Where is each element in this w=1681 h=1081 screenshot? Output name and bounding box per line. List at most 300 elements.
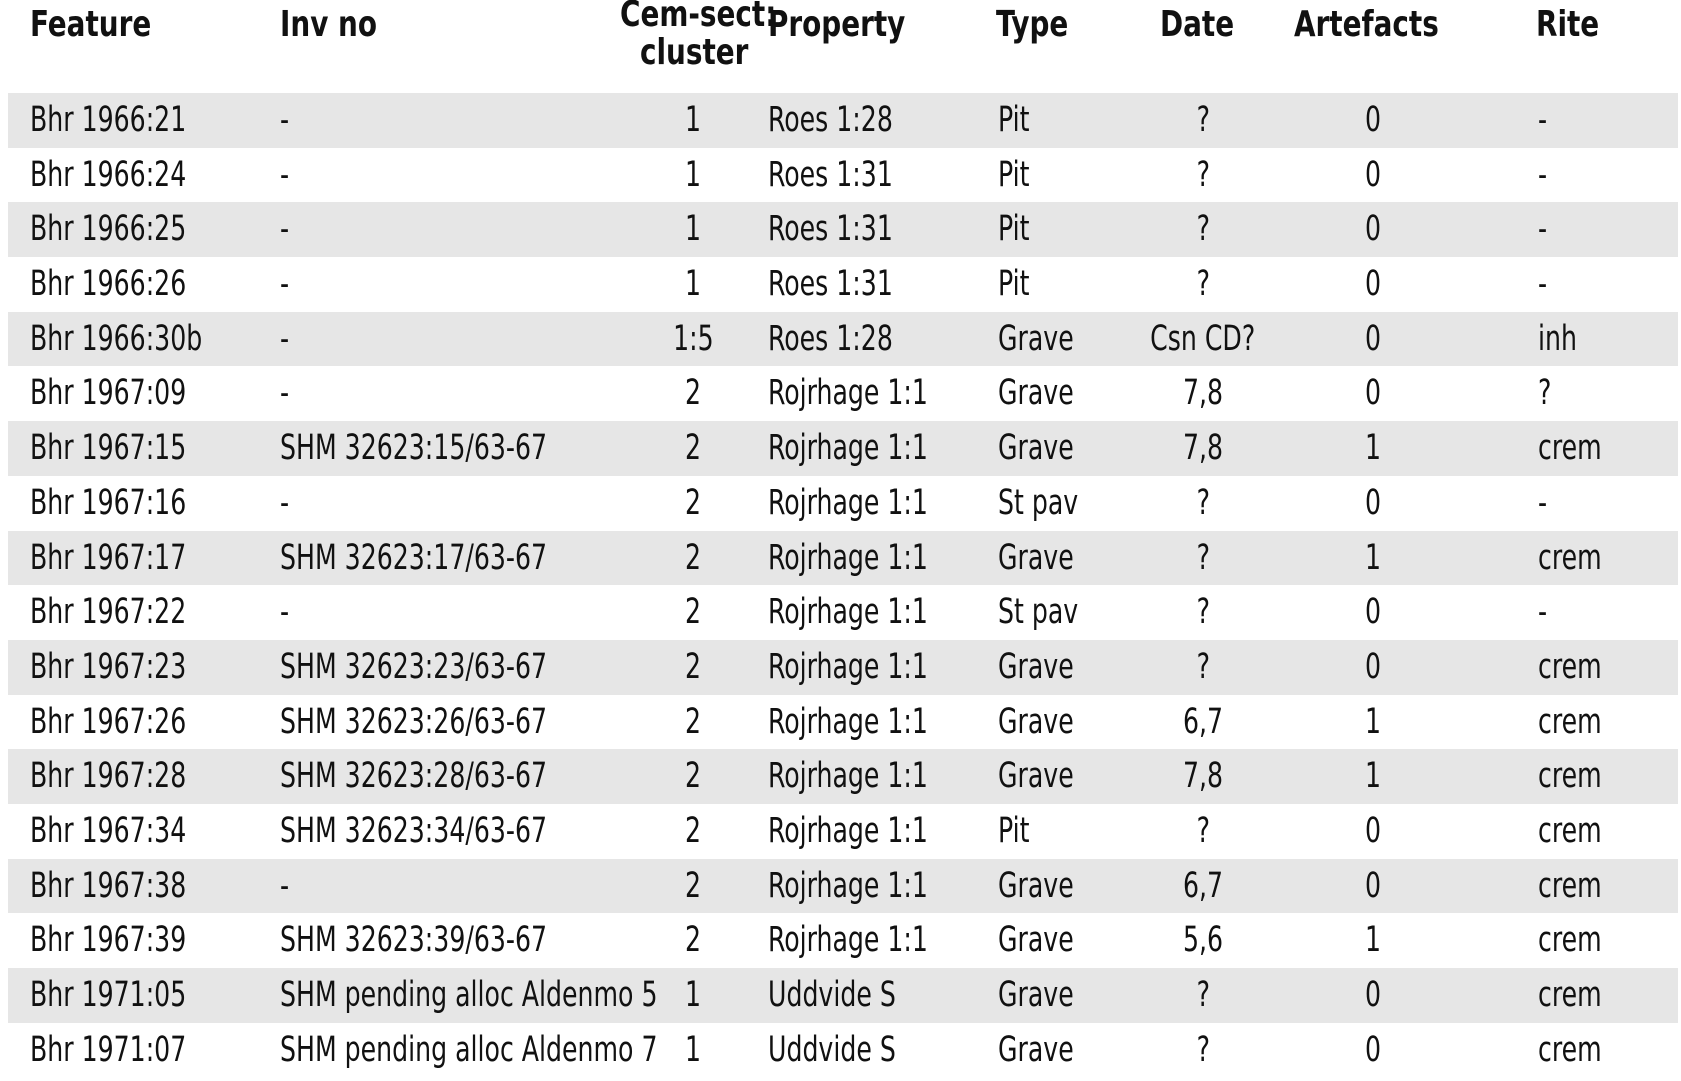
cell-type bbox=[998, 585, 1148, 640]
cell-type-text: Grave bbox=[998, 975, 1074, 1015]
cell-property bbox=[768, 695, 988, 750]
cell-type bbox=[998, 968, 1148, 1023]
header-date: Date bbox=[1160, 4, 1235, 45]
cell-feature bbox=[30, 148, 280, 203]
cell-inv-no bbox=[280, 531, 660, 586]
cell-property-text: Rojrhage 1:1 bbox=[768, 428, 928, 469]
cell-property bbox=[768, 1023, 988, 1078]
cell-feature-text: Bhr 1967:23 bbox=[30, 646, 187, 687]
cell-date-text: 6,7 bbox=[1182, 701, 1224, 742]
cell-inv-no-text: - bbox=[280, 482, 290, 523]
header-cem-sect-line1: Cem-sect: bbox=[620, 0, 777, 35]
cell-rite-text: crem bbox=[1538, 646, 1602, 687]
cell-feature bbox=[30, 859, 280, 914]
data-table bbox=[8, 0, 1678, 1081]
cell-date bbox=[1128, 804, 1278, 859]
cell-rite-text: crem bbox=[1538, 920, 1602, 961]
cell-feature-text: Bhr 1971:05 bbox=[30, 975, 187, 1015]
header-feature: Feature bbox=[30, 4, 152, 45]
cell-feature-text: Bhr 1967:39 bbox=[30, 920, 187, 961]
cell-rite bbox=[1538, 531, 1678, 586]
cell-type-text: St pav bbox=[998, 482, 1079, 523]
cell-artefacts bbox=[1298, 421, 1448, 476]
header-type: Type bbox=[996, 4, 1069, 45]
cell-feature bbox=[30, 804, 280, 859]
cell-feature-text: Bhr 1967:26 bbox=[30, 701, 187, 742]
cell-inv-no bbox=[280, 1023, 660, 1078]
cell-cem-sect bbox=[638, 202, 748, 257]
cell-artefacts bbox=[1298, 640, 1448, 695]
cell-type bbox=[998, 257, 1148, 312]
cell-property bbox=[768, 202, 988, 257]
cell-type-text: Grave bbox=[998, 1029, 1074, 1070]
cell-rite-text: crem bbox=[1538, 975, 1602, 1015]
cell-rite-text: crem bbox=[1538, 810, 1602, 851]
cell-feature bbox=[30, 93, 280, 148]
cell-rite-text: inh bbox=[1538, 318, 1577, 359]
header-artefacts: Artefacts bbox=[1294, 4, 1439, 45]
cell-artefacts-text: 0 bbox=[1364, 482, 1382, 523]
cell-type bbox=[998, 202, 1148, 257]
cell-date-text: ? bbox=[1196, 264, 1210, 305]
cell-type-text: Pit bbox=[998, 810, 1030, 851]
cell-cem-sect bbox=[638, 804, 748, 859]
table-row bbox=[8, 93, 1678, 148]
cell-feature-text: Bhr 1967:34 bbox=[30, 810, 187, 851]
cell-cem-sect bbox=[638, 312, 748, 367]
cell-artefacts bbox=[1298, 148, 1448, 203]
cell-artefacts bbox=[1298, 366, 1448, 421]
cell-property bbox=[768, 804, 988, 859]
cell-rite bbox=[1538, 312, 1678, 367]
cell-feature-text: Bhr 1967:17 bbox=[30, 537, 187, 578]
cell-rite-text: - bbox=[1538, 592, 1548, 633]
cell-artefacts-text: 1 bbox=[1364, 428, 1382, 469]
cell-cem-sect-text: 2 bbox=[684, 482, 702, 523]
cell-inv-no-text: SHM 32623:39/63-67 bbox=[280, 920, 548, 961]
cell-type-text: Pit bbox=[998, 209, 1030, 250]
cell-rite-text: crem bbox=[1538, 1029, 1602, 1070]
cell-cem-sect-text: 1:5 bbox=[672, 318, 714, 359]
cell-artefacts-text: 0 bbox=[1364, 373, 1382, 414]
cell-feature bbox=[30, 421, 280, 476]
cell-artefacts bbox=[1298, 531, 1448, 586]
cell-type bbox=[998, 695, 1148, 750]
cell-feature-text: Bhr 1967:09 bbox=[30, 373, 187, 414]
cell-property bbox=[768, 585, 988, 640]
cell-artefacts bbox=[1298, 695, 1448, 750]
cell-feature-text: Bhr 1967:28 bbox=[30, 756, 187, 797]
cell-date-text: ? bbox=[1196, 537, 1210, 578]
cell-date bbox=[1128, 257, 1278, 312]
cell-date-text: 7,8 bbox=[1182, 428, 1224, 469]
cell-artefacts bbox=[1298, 93, 1448, 148]
cell-inv-no-text: - bbox=[280, 318, 290, 359]
cell-artefacts-text: 0 bbox=[1364, 154, 1382, 195]
cell-rite-text: - bbox=[1538, 264, 1548, 305]
cell-rite bbox=[1538, 749, 1678, 804]
cell-property-text: Roes 1:28 bbox=[768, 318, 893, 359]
cell-artefacts-text: 0 bbox=[1364, 264, 1382, 305]
cell-property-text: Rojrhage 1:1 bbox=[768, 701, 928, 742]
cell-inv-no bbox=[280, 476, 660, 531]
cell-rite bbox=[1538, 257, 1678, 312]
cell-cem-sect bbox=[638, 695, 748, 750]
cell-cem-sect bbox=[638, 531, 748, 586]
cell-artefacts bbox=[1298, 585, 1448, 640]
cell-artefacts bbox=[1298, 1023, 1448, 1078]
header-rite: Rite bbox=[1536, 4, 1600, 45]
cell-date-text: 5,6 bbox=[1182, 920, 1224, 961]
cell-rite bbox=[1538, 421, 1678, 476]
table-body bbox=[8, 93, 1678, 1077]
cell-type-text: Grave bbox=[998, 646, 1074, 687]
cell-artefacts-text: 0 bbox=[1364, 810, 1382, 851]
cell-type bbox=[998, 804, 1148, 859]
cell-type bbox=[998, 859, 1148, 914]
cell-rite-text: - bbox=[1538, 482, 1548, 523]
table-row bbox=[8, 695, 1678, 750]
cell-inv-no bbox=[280, 257, 660, 312]
cell-date bbox=[1128, 585, 1278, 640]
table-row bbox=[8, 531, 1678, 586]
table-row bbox=[8, 749, 1678, 804]
cell-artefacts bbox=[1298, 312, 1448, 367]
cell-property-text: Rojrhage 1:1 bbox=[768, 810, 928, 851]
cell-cem-sect-text: 2 bbox=[684, 701, 702, 742]
cell-feature bbox=[30, 640, 280, 695]
cell-feature bbox=[30, 913, 280, 968]
cell-date-text: ? bbox=[1196, 1029, 1210, 1070]
cell-date bbox=[1128, 93, 1278, 148]
cell-property-text: Rojrhage 1:1 bbox=[768, 482, 928, 523]
cell-rite-text: crem bbox=[1538, 865, 1602, 906]
cell-property-text: Uddvide S bbox=[768, 975, 896, 1015]
cell-rite-text: - bbox=[1538, 209, 1548, 250]
table-header bbox=[8, 0, 1678, 90]
cell-cem-sect bbox=[638, 1023, 748, 1078]
cell-inv-no bbox=[280, 749, 660, 804]
cell-feature-text: Bhr 1967:38 bbox=[30, 865, 187, 906]
cell-rite bbox=[1538, 1023, 1678, 1078]
cell-inv-no-text: SHM pending alloc Aldenmo 5 bbox=[280, 975, 658, 1015]
cell-inv-no bbox=[280, 859, 660, 914]
cell-inv-no bbox=[280, 421, 660, 476]
cell-feature-text: Bhr 1971:07 bbox=[30, 1029, 187, 1070]
cell-type-text: Grave bbox=[998, 373, 1074, 414]
cell-cem-sect bbox=[638, 421, 748, 476]
cell-artefacts-text: 1 bbox=[1364, 920, 1382, 961]
cell-artefacts bbox=[1298, 749, 1448, 804]
cell-artefacts bbox=[1298, 257, 1448, 312]
cell-type bbox=[998, 640, 1148, 695]
cell-artefacts-text: 0 bbox=[1364, 209, 1382, 250]
cell-artefacts bbox=[1298, 804, 1448, 859]
cell-property bbox=[768, 421, 988, 476]
cell-rite bbox=[1538, 804, 1678, 859]
table-row bbox=[8, 148, 1678, 203]
cell-inv-no-text: SHM 32623:28/63-67 bbox=[280, 756, 548, 797]
cell-date bbox=[1128, 202, 1278, 257]
table-row bbox=[8, 476, 1678, 531]
cell-property-text: Roes 1:31 bbox=[768, 154, 893, 195]
header-cem-sect-line2: cluster bbox=[640, 32, 749, 73]
cell-feature bbox=[30, 695, 280, 750]
cell-date-text: ? bbox=[1196, 100, 1210, 140]
cell-cem-sect bbox=[638, 749, 748, 804]
cell-property bbox=[768, 312, 988, 367]
cell-property bbox=[768, 640, 988, 695]
cell-date-text: ? bbox=[1196, 975, 1210, 1015]
cell-inv-no-text: SHM pending alloc Aldenmo 7 bbox=[280, 1029, 658, 1070]
table-row bbox=[8, 913, 1678, 968]
cell-artefacts bbox=[1298, 968, 1448, 1023]
cell-artefacts-text: 0 bbox=[1364, 865, 1382, 906]
cell-inv-no-text: - bbox=[280, 592, 290, 633]
cell-date-text: ? bbox=[1196, 154, 1210, 195]
cell-type-text: Pit bbox=[998, 264, 1030, 305]
cell-cem-sect-text: 2 bbox=[684, 373, 702, 414]
cell-cem-sect bbox=[638, 148, 748, 203]
table-row bbox=[8, 585, 1678, 640]
cell-cem-sect-text: 2 bbox=[684, 865, 702, 906]
cell-cem-sect-text: 1 bbox=[684, 1029, 702, 1070]
cell-rite bbox=[1538, 202, 1678, 257]
header-property: Property bbox=[768, 4, 906, 45]
cell-type-text: Grave bbox=[998, 701, 1074, 742]
cell-feature bbox=[30, 968, 280, 1023]
cell-date-text: ? bbox=[1196, 810, 1210, 851]
cell-type bbox=[998, 1023, 1148, 1078]
cell-feature bbox=[30, 257, 280, 312]
cell-date bbox=[1128, 913, 1278, 968]
cell-inv-no bbox=[280, 148, 660, 203]
cell-date-text: ? bbox=[1196, 646, 1210, 687]
cell-cem-sect-text: 1 bbox=[684, 264, 702, 305]
cell-rite-text: crem bbox=[1538, 701, 1602, 742]
cell-rite bbox=[1538, 93, 1678, 148]
cell-cem-sect bbox=[638, 640, 748, 695]
cell-property-text: Rojrhage 1:1 bbox=[768, 920, 928, 961]
cell-type bbox=[998, 749, 1148, 804]
cell-rite-text: ? bbox=[1538, 373, 1552, 414]
cell-property-text: Roes 1:28 bbox=[768, 100, 893, 140]
cell-inv-no bbox=[280, 585, 660, 640]
cell-date-text: ? bbox=[1196, 592, 1210, 633]
cell-date-text: ? bbox=[1196, 482, 1210, 523]
table-row bbox=[8, 1023, 1678, 1078]
cell-feature-text: Bhr 1967:15 bbox=[30, 428, 187, 469]
cell-inv-no bbox=[280, 93, 660, 148]
cell-artefacts-text: 0 bbox=[1364, 646, 1382, 687]
cell-type-text: Grave bbox=[998, 318, 1074, 359]
cell-inv-no bbox=[280, 804, 660, 859]
cell-date bbox=[1128, 1023, 1278, 1078]
cell-property bbox=[768, 913, 988, 968]
cell-rite-text: crem bbox=[1538, 756, 1602, 797]
cell-date bbox=[1128, 968, 1278, 1023]
cell-type-text: Grave bbox=[998, 920, 1074, 961]
cell-inv-no-text: SHM 32623:15/63-67 bbox=[280, 428, 548, 469]
cell-inv-no-text: - bbox=[280, 100, 290, 140]
cell-feature bbox=[30, 202, 280, 257]
cell-inv-no bbox=[280, 312, 660, 367]
cell-artefacts-text: 1 bbox=[1364, 701, 1382, 742]
cell-type bbox=[998, 312, 1148, 367]
cell-feature-text: Bhr 1966:25 bbox=[30, 209, 187, 250]
cell-type bbox=[998, 148, 1148, 203]
cell-type-text: Grave bbox=[998, 428, 1074, 469]
cell-feature bbox=[30, 531, 280, 586]
cell-date bbox=[1128, 531, 1278, 586]
cell-type-text: Grave bbox=[998, 756, 1074, 797]
cell-artefacts-text: 0 bbox=[1364, 100, 1382, 140]
cell-property bbox=[768, 476, 988, 531]
cell-artefacts-text: 0 bbox=[1364, 318, 1382, 359]
cell-property-text: Roes 1:31 bbox=[768, 209, 893, 250]
cell-inv-no-text: - bbox=[280, 154, 290, 195]
cell-feature bbox=[30, 366, 280, 421]
table-row bbox=[8, 366, 1678, 421]
cell-inv-no bbox=[280, 968, 660, 1023]
cell-artefacts-text: 0 bbox=[1364, 592, 1382, 633]
cell-type bbox=[998, 531, 1148, 586]
cell-property-text: Rojrhage 1:1 bbox=[768, 756, 928, 797]
cell-cem-sect bbox=[638, 968, 748, 1023]
cell-cem-sect-text: 2 bbox=[684, 592, 702, 633]
cell-inv-no bbox=[280, 695, 660, 750]
cell-cem-sect bbox=[638, 913, 748, 968]
cell-inv-no bbox=[280, 366, 660, 421]
cell-date bbox=[1128, 476, 1278, 531]
cell-artefacts bbox=[1298, 202, 1448, 257]
cell-date-text: ? bbox=[1196, 209, 1210, 250]
cell-cem-sect-text: 1 bbox=[684, 209, 702, 250]
cell-rite bbox=[1538, 695, 1678, 750]
cell-type bbox=[998, 93, 1148, 148]
cell-rite bbox=[1538, 366, 1678, 421]
cell-property bbox=[768, 257, 988, 312]
cell-rite bbox=[1538, 585, 1678, 640]
table-row bbox=[8, 312, 1678, 367]
cell-type-text: Grave bbox=[998, 537, 1074, 578]
cell-date bbox=[1128, 421, 1278, 476]
cell-inv-no-text: SHM 32623:23/63-67 bbox=[280, 646, 548, 687]
cell-property-text: Rojrhage 1:1 bbox=[768, 865, 928, 906]
table-row bbox=[8, 421, 1678, 476]
cell-cem-sect-text: 1 bbox=[684, 975, 702, 1015]
cell-rite bbox=[1538, 476, 1678, 531]
cell-rite bbox=[1538, 640, 1678, 695]
cell-date-text: Csn CD? bbox=[1150, 318, 1256, 359]
cell-cem-sect-text: 2 bbox=[684, 810, 702, 851]
cell-cem-sect bbox=[638, 859, 748, 914]
cell-date-text: 7,8 bbox=[1182, 373, 1224, 414]
cell-type bbox=[998, 476, 1148, 531]
cell-cem-sect-text: 1 bbox=[684, 154, 702, 195]
cell-rite bbox=[1538, 968, 1678, 1023]
cell-inv-no-text: - bbox=[280, 209, 290, 250]
cell-artefacts-text: 1 bbox=[1364, 537, 1382, 578]
cell-rite-text: - bbox=[1538, 154, 1548, 195]
cell-type-text: Pit bbox=[998, 100, 1030, 140]
cell-cem-sect-text: 2 bbox=[684, 537, 702, 578]
cell-property-text: Rojrhage 1:1 bbox=[768, 537, 928, 578]
cell-feature-text: Bhr 1966:24 bbox=[30, 154, 187, 195]
cell-feature bbox=[30, 749, 280, 804]
cell-inv-no-text: SHM 32623:17/63-67 bbox=[280, 537, 548, 578]
cell-rite-text: crem bbox=[1538, 537, 1602, 578]
cell-type bbox=[998, 421, 1148, 476]
table-row bbox=[8, 859, 1678, 914]
cell-cem-sect-text: 2 bbox=[684, 428, 702, 469]
cell-rite bbox=[1538, 148, 1678, 203]
cell-rite bbox=[1538, 913, 1678, 968]
cell-inv-no bbox=[280, 913, 660, 968]
cell-feature bbox=[30, 312, 280, 367]
cell-date bbox=[1128, 859, 1278, 914]
cell-inv-no bbox=[280, 640, 660, 695]
cell-property bbox=[768, 859, 988, 914]
cell-cem-sect bbox=[638, 585, 748, 640]
cell-property bbox=[768, 531, 988, 586]
cell-inv-no-text: - bbox=[280, 264, 290, 305]
cell-inv-no-text: SHM 32623:26/63-67 bbox=[280, 701, 548, 742]
cell-date bbox=[1128, 366, 1278, 421]
table-row bbox=[8, 804, 1678, 859]
cell-property-text: Rojrhage 1:1 bbox=[768, 373, 928, 414]
cell-feature-text: Bhr 1967:16 bbox=[30, 482, 187, 523]
cell-property bbox=[768, 148, 988, 203]
cell-cem-sect-text: 2 bbox=[684, 756, 702, 797]
cell-feature bbox=[30, 476, 280, 531]
cell-property bbox=[768, 749, 988, 804]
cell-artefacts bbox=[1298, 859, 1448, 914]
cell-inv-no-text: SHM 32623:34/63-67 bbox=[280, 810, 548, 851]
cell-property bbox=[768, 93, 988, 148]
cell-feature-text: Bhr 1966:26 bbox=[30, 264, 187, 305]
cell-feature-text: Bhr 1966:21 bbox=[30, 100, 187, 140]
cell-rite-text: crem bbox=[1538, 428, 1602, 469]
table-row bbox=[8, 202, 1678, 257]
cell-type-text: St pav bbox=[998, 592, 1079, 633]
cell-property-text: Rojrhage 1:1 bbox=[768, 646, 928, 687]
cell-inv-no bbox=[280, 202, 660, 257]
cell-artefacts bbox=[1298, 913, 1448, 968]
cell-type-text: Grave bbox=[998, 865, 1074, 906]
cell-date bbox=[1128, 312, 1278, 367]
cell-date-text: 6,7 bbox=[1182, 865, 1224, 906]
table-row bbox=[8, 640, 1678, 695]
cell-feature-text: Bhr 1966:30b bbox=[30, 318, 203, 359]
cell-cem-sect bbox=[638, 476, 748, 531]
cell-artefacts-text: 1 bbox=[1364, 756, 1382, 797]
cell-type bbox=[998, 366, 1148, 421]
cell-type-text: Pit bbox=[998, 154, 1030, 195]
cell-property bbox=[768, 968, 988, 1023]
cell-date-text: 7,8 bbox=[1182, 756, 1224, 797]
cell-date bbox=[1128, 749, 1278, 804]
cell-artefacts-text: 0 bbox=[1364, 975, 1382, 1015]
cell-type bbox=[998, 913, 1148, 968]
cell-property-text: Uddvide S bbox=[768, 1029, 896, 1070]
cell-date bbox=[1128, 695, 1278, 750]
cell-feature bbox=[30, 1023, 280, 1078]
cell-rite-text: - bbox=[1538, 100, 1548, 140]
cell-date bbox=[1128, 640, 1278, 695]
cell-cem-sect-text: 2 bbox=[684, 920, 702, 961]
cell-rite bbox=[1538, 859, 1678, 914]
